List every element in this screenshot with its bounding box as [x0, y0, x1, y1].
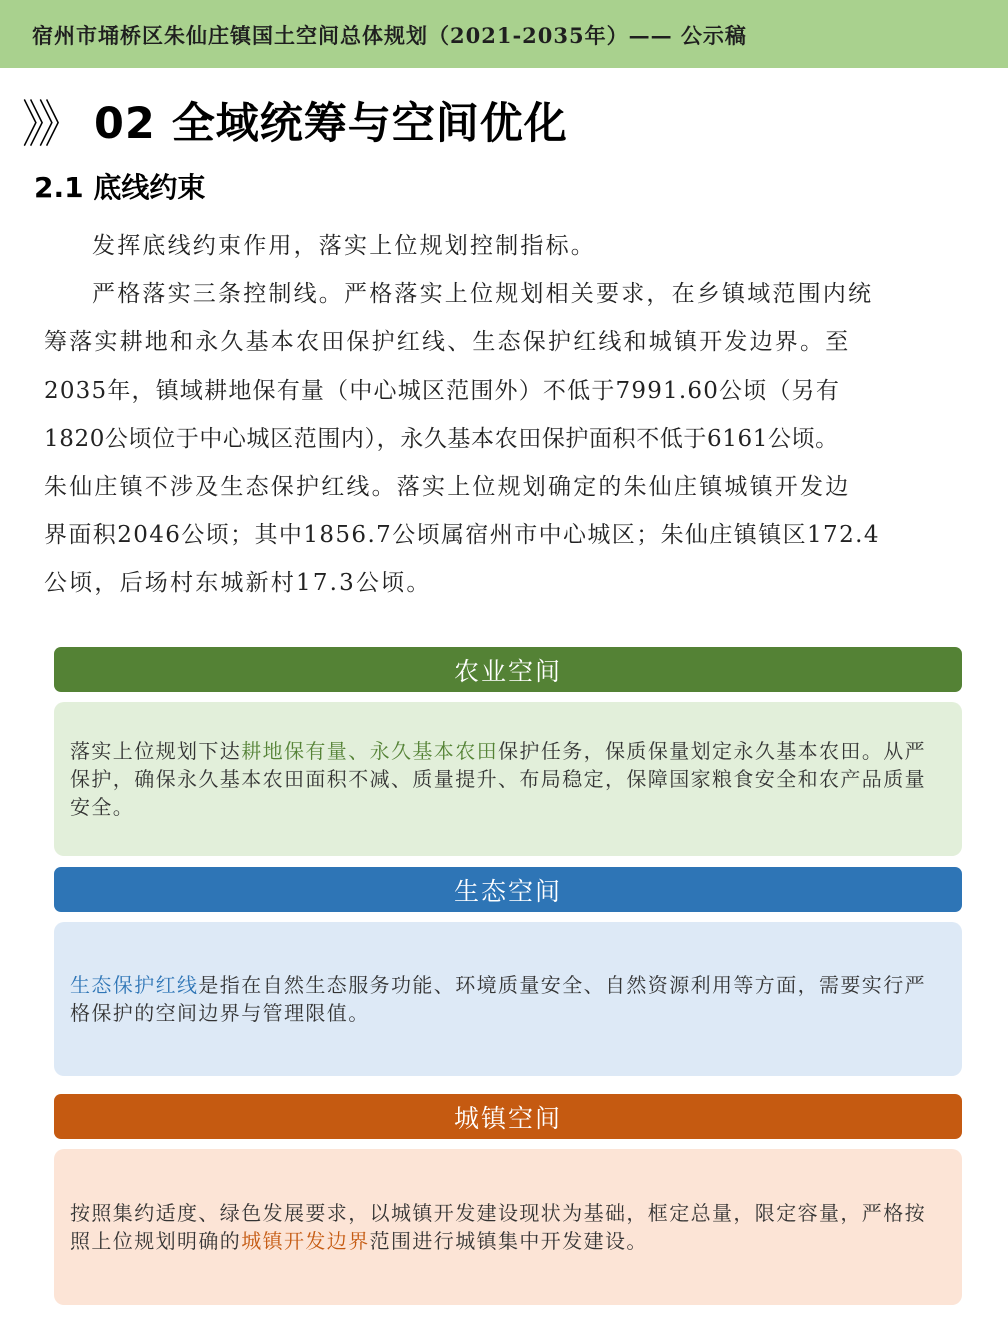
agriculture-highlight: 耕地保有量、永久基本农田	[241, 739, 499, 763]
body-line: 2035年，镇域耕地保有量（中心城区范围外）不低于7991.60公顷（另有	[44, 377, 841, 404]
section-title: 02 全域统筹与空间优化	[94, 98, 568, 149]
header-bar	[0, 0, 1008, 68]
ecology-panel-body	[54, 922, 962, 1076]
urban-highlight: 城镇开发边界	[241, 1229, 370, 1253]
urban-text-before: 按照集约适度、绿色发展要求，以城镇开发建设现状为基础，框定总量，限定容量，严格按照上位规划明确的	[70, 1201, 926, 1253]
body-line: 发挥底线约束作用，落实上位规划控制指标。	[92, 233, 596, 259]
body-line: 公顷，后场村东城新村17.3公顷。	[44, 570, 432, 597]
ecology-panel-header	[54, 867, 962, 912]
subsection-title: 2.1 底线约束	[34, 171, 206, 204]
section-heading	[22, 88, 568, 155]
ecology-text-after: 是指在自然生态服务功能、环境质量安全、自然资源利用等方面，需要实行严格保护的空间边界与管理限值。	[70, 973, 927, 1025]
document-title: 宿州市埇桥区朱仙庄镇国土空间总体规划（2021-2035年）—— 公示稿	[32, 23, 747, 48]
agriculture-panel-title: 农业空间	[453, 656, 562, 686]
ecology-highlight: 生态保护红线	[70, 973, 199, 997]
ecology-panel-text	[70, 971, 944, 1027]
urban-panel-header	[54, 1094, 962, 1139]
body-line: 筹落实耕地和永久基本农田保护红线、生态保护红线和城镇开发边界。至	[44, 329, 851, 356]
agriculture-text-after: 保护任务，保质保量划定永久基本农田。从严保护，确保永久基本农田面积不减、质量提升、布局稳定，保障国家粮食安全和农产品质量安全。	[70, 739, 927, 819]
ecology-panel-title: 生态空间	[453, 876, 562, 906]
agriculture-panel-body	[54, 702, 962, 856]
body-text	[44, 222, 974, 608]
agriculture-panel-header	[54, 647, 962, 692]
body-line: 1820公顷位于中心城区范围内），永久基本农田保护面积不低于6161公顷。	[44, 425, 839, 452]
body-line: 界面积2046公顷；其中1856.7公顷属宿州市中心城区；朱仙庄镇镇区172.4	[44, 522, 880, 549]
body-line: 朱仙庄镇不涉及生态保护红线。落实上位规划确定的朱仙庄镇城镇开发边	[44, 474, 851, 501]
agriculture-panel-text	[70, 737, 944, 821]
urban-panel-body	[54, 1149, 962, 1305]
agriculture-text-before: 落实上位规划下达	[70, 739, 242, 763]
urban-panel-text	[70, 1199, 944, 1255]
double-chevron-icon: 》》	[22, 95, 76, 155]
urban-panel-title: 城镇空间	[453, 1103, 562, 1133]
urban-text-after: 范围进行城镇集中开发建设。	[369, 1229, 648, 1253]
body-line: 严格落实三条控制线。严格落实上位规划相关要求，在乡镇域范围内统	[92, 281, 874, 308]
